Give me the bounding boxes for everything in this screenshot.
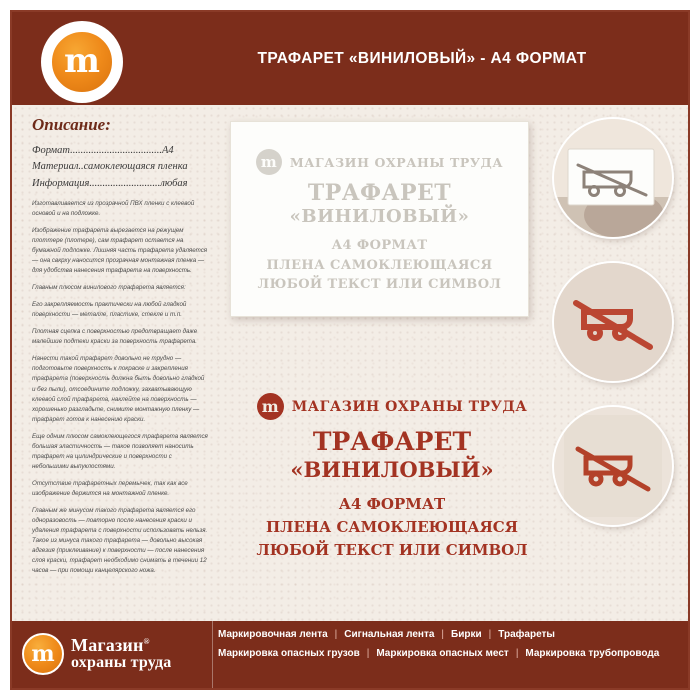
footer-divider — [212, 621, 213, 688]
brand-logo-letter: m — [64, 40, 100, 81]
description-paragraph: Еще одним плюсом самоклеющегося трафарета является большая эластичность — такое позволяет наносить трафарет на цилиндрические и поверхности с небольшими выпуклостями. — [32, 432, 208, 470]
red-block-line2: «ВИНИЛОВЫЙ» — [290, 456, 494, 482]
footer-links-row-2 — [218, 648, 680, 659]
photo-painted-sign-red-image — [554, 263, 672, 381]
sample-card-header — [256, 149, 503, 175]
sample-stencil-card — [230, 121, 529, 317]
footer-link-signal-tape[interactable]: Сигнальная лента — [344, 629, 435, 640]
footer-links — [218, 629, 680, 667]
red-block-logo-letter: m — [261, 397, 279, 416]
footer-bar — [12, 621, 688, 688]
footer-link-stencils[interactable]: Трафареты — [498, 629, 555, 640]
red-block-line4: ПЛЕНА САМОКЛЕЮЩАЯСЯ — [266, 517, 518, 536]
sample-card-line2: «ВИНИЛОВЫЙ» — [289, 206, 470, 228]
description-title: Описание: — [32, 115, 111, 134]
red-block-line1: ТРАФАРЕТ — [312, 427, 472, 456]
photo-stencil-in-hand — [554, 119, 672, 237]
footer-brand-logo[interactable] — [22, 625, 208, 683]
content-area — [12, 105, 688, 621]
footer-brand-word: Магазин — [71, 635, 144, 656]
sample-card-line4: ПЛЕНА САМОКЛЕЮЩАЯСЯ — [266, 257, 493, 273]
footer-brand-reg: ® — [143, 637, 150, 647]
sample-card-line1: ТРАФАРЕТ — [307, 180, 452, 207]
footer-link-sep: | — [515, 648, 519, 659]
red-block-shop: МАГАЗИН ОХРАНЫ ТРУДА — [291, 398, 528, 415]
description-paragraph: Плотная сцепка с поверхностью предотвращает даже малейшие подтеки краски за поверхность трафарета. — [32, 328, 198, 346]
footer-logo-letter: m — [31, 641, 55, 667]
description-paragraph: Его закрепляемость практически на любой гладкой поверхности — металле, пластике, стекле и т.п. — [32, 301, 187, 319]
page-title: ТРАФАРЕТ «ВИНИЛОВЫЙ» - А4 ФОРМАТ — [257, 49, 587, 67]
footer-link-dangerous-goods[interactable]: Маркировка опасных грузов — [218, 648, 360, 659]
spec-format: Формат...................................А4 — [32, 145, 174, 156]
sample-card-line3: А4 ФОРМАТ — [331, 238, 428, 254]
footer-links-row-1 — [218, 629, 680, 640]
footer-link-sep: | — [334, 629, 338, 640]
photo-painted-sign-red — [554, 263, 672, 381]
red-block-header — [242, 393, 542, 420]
red-block-logo-icon — [257, 393, 284, 420]
photo-stencil-in-hand-image — [554, 119, 672, 237]
spec-material: Материал..самоклеющаяся пленка — [32, 161, 188, 173]
footer-brand-text — [71, 636, 171, 672]
footer-brand-line2: охраны труда — [71, 654, 172, 672]
description-paragraph: Отсутствие трафаретных перемычек, так как все изображение держится на монтажной пленке. — [32, 479, 188, 497]
footer-link-tags[interactable]: Бирки — [451, 629, 482, 640]
footer-link-sep: | — [366, 648, 370, 659]
brand-logo-icon — [49, 29, 115, 95]
red-block-line5: ЛЮБОЙ ТЕКСТ ИЛИ СИМВОЛ — [256, 541, 528, 559]
red-block-line3: А4 ФОРМАТ — [338, 494, 446, 513]
photo-stencil-on-surface — [554, 407, 672, 525]
description-paragraph: Главным же минусом такого трафарета является его одноразовость — повторно после нанесения краски и удаления трафарета с поверхности использовать нельзя. Такое из минуса такого трафарета — довольно высокая адгезия (приклеивание) к поверхности — после нанесения слоя краски, трафарет необходимо снимать в течении 12 часов — при помощи канцелярского ножа. — [32, 506, 208, 575]
footer-logo-icon — [22, 633, 64, 675]
description-paragraph: Изображение трафарета вырезается на режущем плоттере (плотере), сам трафарет остается на бумажной подложке. Лишняя часть трафарета удаляется — она свкрху наносится прозрачная монтажная пленка — для удобства нанесения трафарета на поверхность. — [32, 226, 208, 275]
footer-link-sep: | — [441, 629, 445, 640]
description-paragraph: Нанести такой трафарет довольно не трудно — подготовьте поверхность к покраске и закрепления трафарета (поверхность должна быть довольно гладкой и без пыли), отсоедините подложку, захватывающую клеевой слой трафарета, наклейте на поверхность — хорошенько разгладьте, снимите монтажную пленку — трафарет готов к нанесению краски. — [32, 355, 205, 423]
brand-logo — [44, 24, 120, 100]
description-paragraph: Изготавливается из прозрачной ПВХ пленки с клеевой основой и на подложке. — [32, 199, 195, 217]
footer-link-dangerous-places[interactable]: Маркировка опасных мест — [376, 648, 509, 659]
sample-card-line5: ЛЮБОЙ ТЕКСТ ИЛИ СИМВОЛ — [257, 277, 502, 293]
red-stencil-block — [242, 393, 542, 562]
footer-link-marking-tape[interactable]: Маркировочная лента — [218, 629, 328, 640]
description-paragraph: Главным плюсом винилового трафарета является: — [32, 284, 186, 292]
sample-card-logo-letter: m — [260, 153, 277, 172]
footer-link-pipeline-marking[interactable]: Маркировка трубопровода — [525, 648, 660, 659]
footer-brand-line1 — [71, 636, 171, 655]
footer-link-sep: | — [488, 629, 492, 640]
sample-card-logo-icon — [256, 149, 282, 175]
sample-card-shop: МАГАЗИН ОХРАНЫ ТРУДА — [289, 154, 504, 170]
description-column — [20, 105, 216, 621]
spec-information: Информация...........................любая — [32, 177, 188, 189]
showcase-column — [218, 105, 688, 621]
photo-stencil-on-surface-image — [554, 407, 672, 525]
